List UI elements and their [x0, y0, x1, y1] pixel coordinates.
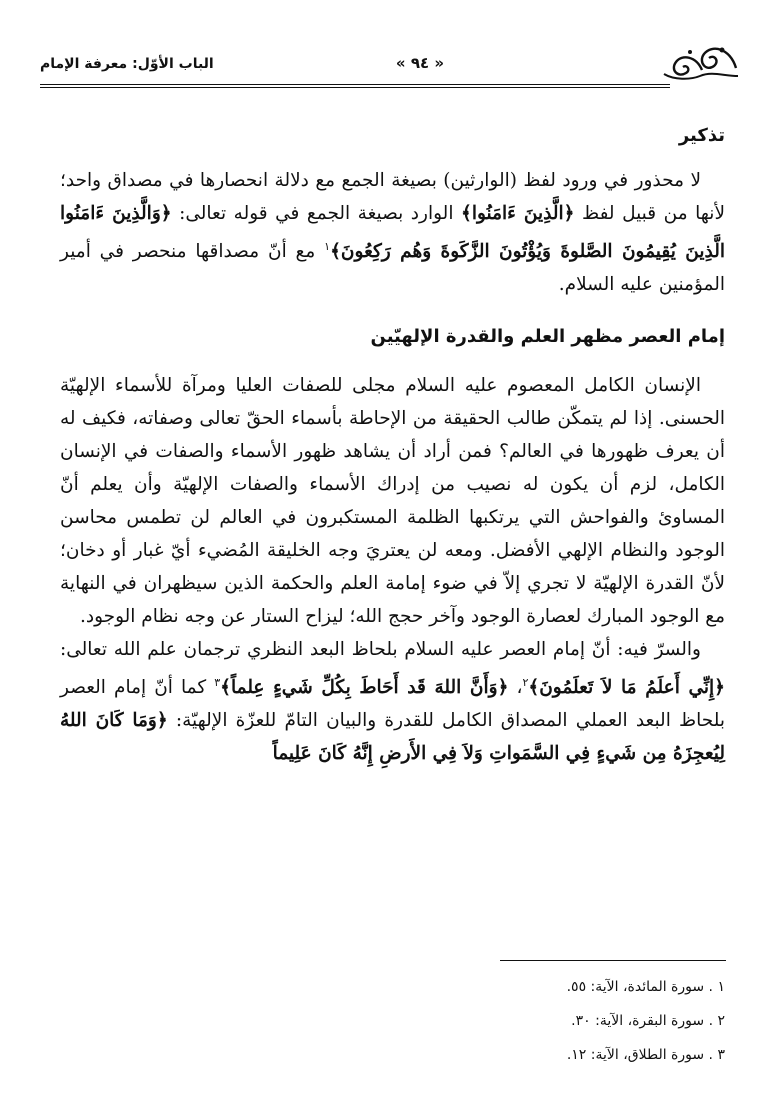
text-span: كما أنّ إمام العصر بلحاظ البعد العملي المصداق الكامل للقدرة والبيان التامّ للعزّة الإلهيّة:: [60, 677, 725, 732]
text-span: مع أنّ مصداقها منحصر في أمير المؤمنين عليه السلام.: [60, 241, 725, 296]
footnote-ref: ٣: [214, 676, 221, 690]
text-span: والسرّ فيه: أنّ إمام العصر عليه السلام بلحاظ البعد النظري ترجمان علم الله تعالى:: [60, 639, 701, 661]
page-number: « ٩٤ »: [395, 54, 445, 72]
ornament-icon: [660, 40, 740, 84]
footnote-item: ٣ . سورة الطلاق، الآية: ١٢.: [566, 1047, 725, 1063]
footnotes: [380, 970, 725, 1072]
main-content: [60, 118, 725, 770]
footnote-ref: ٢: [522, 676, 529, 690]
paragraph-reminder: [60, 164, 725, 301]
footnote-rule: [500, 960, 726, 961]
page-header: [40, 36, 740, 96]
chapter-title: الباب الأوّل: معرفة الإمام: [40, 56, 214, 72]
quran-quote: ﴿إِنِّي أَعلَمُ مَا لاَ تَعلَمُونَ﴾: [528, 677, 726, 699]
header-rule-secondary: [40, 87, 670, 88]
footnote-item: ٢ . سورة البقرة، الآية: ٣٠.: [571, 1013, 725, 1029]
header-rule: [40, 84, 670, 85]
quran-quote: ﴿وَالَّذِينَ ءَامَنُوا الَّذِينَ يُقِيمُونَ الصَّلوةَ وَيُؤْتُونَ الزَّكَوةَ وَهُم رَكِعُونَ﴾: [60, 203, 725, 263]
text-span: لا محذور في ورود لفظ (الوارثين) بصيغة الجمع مع دلالة انحصارها في مصداق واحد؛ لأنها من قبيل لفظ: [60, 170, 726, 224]
text-span: ،: [508, 677, 523, 699]
paragraph-imam-1: الإنسان الكامل المعصوم عليه السلام مجلى للصفات العليا ومرآة للأسماء الإلهيّة الحسنى. إذا لم يتمكّن طالب الحقيقة من الإحاطة بأسماء الحقّ تعالى وصفاته، فكيف له أن يعرف ظهورها في العالم؟ فمن أراد أن يشاهد ظهور الأسماء والصفات في الإنسان الكامل، لزم أن يكون له نصيب من إدراك الأسماء والصفات الإلهيّة وأن يعلم أنّ المساوئ والفواحش التي يرتكبها الظلمة المستكبرون في العالم لن تطمس محاسن الوجود والنظام الإلهي الأفضل. ومعه لن يعتريَ وجه الخليقة المُضيء أيّ غبار أو دخان؛ لأنّ القدرة الإلهيّة لا تجري إلاّ في ضوء إمامة العلم والحكمة الذين سيظهران في النهاية مع الوجود المبارك لعصارة الوجود وآخر حجج الله؛ ليزاح الستار عن وجه نظام الوجود.: [60, 375, 725, 628]
text-span: الوارد بصيغة الجمع في قوله تعالى:: [171, 203, 461, 224]
quran-quote: ﴿وَأَنَّ اللهَ قَد أَحَاطَ بِكُلِّ شَيءٍ عِلماً﴾: [220, 677, 509, 699]
paragraph-imam-2: [60, 633, 725, 770]
footnote-item: ١ . سورة المائدة، الآية: ٥٥.: [566, 979, 725, 995]
section-heading-reminder: تذكير: [678, 125, 725, 146]
section-heading-imam: إمام العصر مظهر العلم والقدرة الإلهيّين: [370, 326, 725, 348]
quran-quote: ﴿وَمَا كَانَ اللهُ لِيُعجِزَهُ مِن شَيءٍ فِي السَّمَواتِ وَلاَ فِي الأَرضِ إِنَّهُ كَانَ عَلِيماً: [60, 710, 725, 765]
quran-quote: ﴿الَّذِينَ ءَامَنُوا﴾: [460, 203, 575, 224]
footnote-ref: ١: [324, 240, 331, 253]
